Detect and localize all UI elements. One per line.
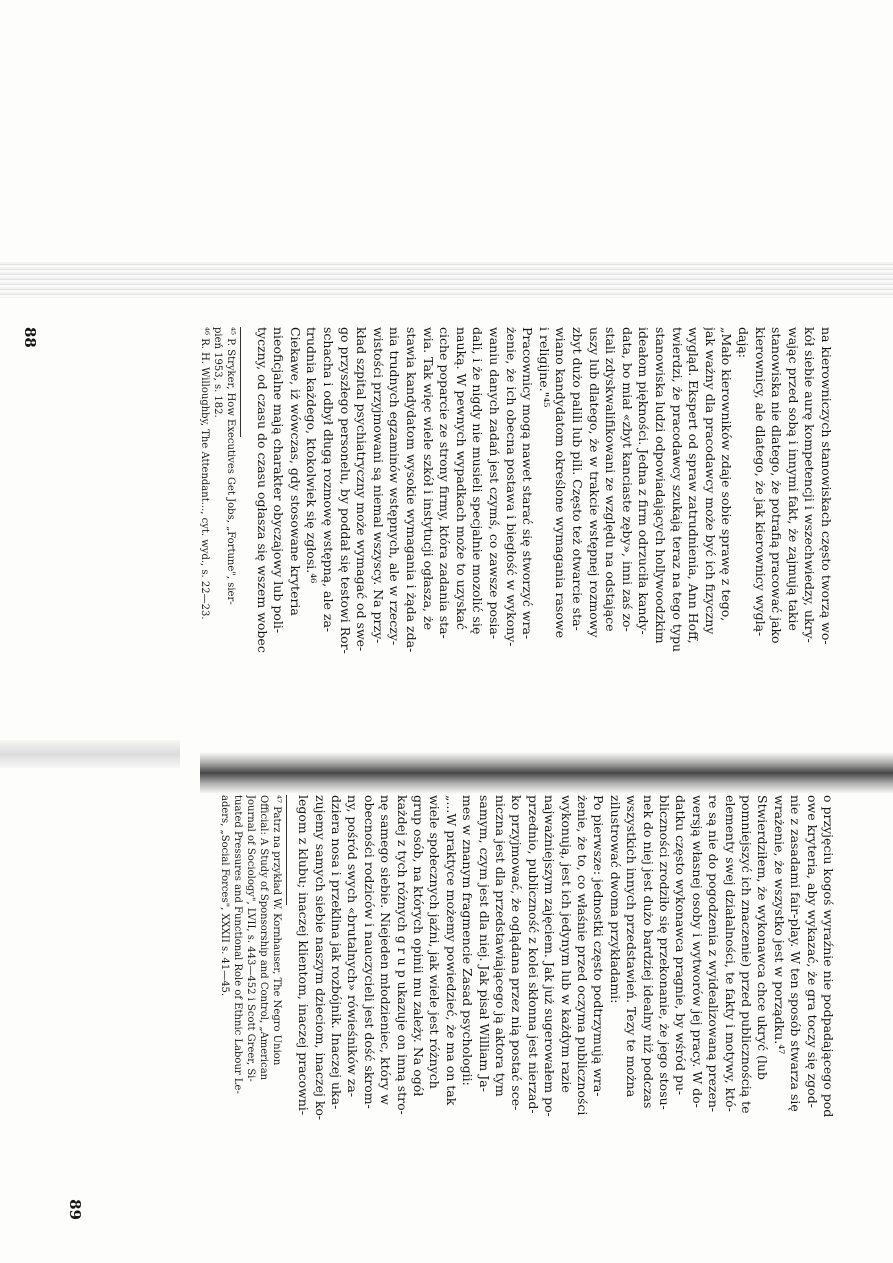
body-text-line: o przyjęciu kogoś wyraźnie nie podpadającego pod	[821, 795, 836, 1118]
book-gutter-shadow	[200, 752, 893, 794]
footnote-line: aders, „Social Forces", XXXII s. 41—45.	[218, 795, 230, 997]
body-text-line: waniu danych zadań jest czymś, co zawsze posia-	[487, 327, 502, 640]
body-text-line: obecności rodziców i nauczycieli jest dość skrom-	[361, 795, 377, 1109]
body-text-line: stanowiska ludzi odpowiadających hollywoodzkim	[653, 327, 668, 644]
body-text-line: wiele społecznych jaźni, jak wiele jest różnych	[427, 795, 443, 1089]
body-text-line: Pracownicy mogą nawet starać się stworzyć wra-	[520, 327, 536, 640]
footnote-line: pień 1953, s. 182.	[212, 327, 223, 418]
body-text-line: Po pierwsze: jednostki często podtrzymują wra-	[591, 795, 607, 1097]
body-text-line: „...W praktyce możemy powiedzieć, że ma on tak	[443, 795, 459, 1106]
body-text-line: datku często wykonawca pragnie, by wśród pu-	[673, 795, 689, 1096]
footnote-line: Official: A Study of Sponsorship and Control, „American	[257, 795, 269, 1081]
body-text-line: żenie, że ich obecna postawa i biegłość w wykony-	[503, 327, 519, 647]
body-text-line: elementy swej działalności, te fakty i motywy, któ-	[722, 795, 738, 1112]
footnote-line: ⁴⁷ Patrz na przykład W. Kornhauser, The Negro Union	[270, 795, 282, 1066]
body-text-line: zujemy samych siebie naszym dzieciom, inaczej ko-	[312, 795, 328, 1121]
footnote-rule	[286, 795, 287, 905]
body-text-line: pomniejszyć ich znaczenie) przed publicznością te	[739, 795, 754, 1114]
body-text-line: kierownicy, ale dlatego, że jak kierownicy wyglą-	[752, 327, 768, 637]
body-text-line: schacha i odbył długą rozmowę wstępną, ale za-	[321, 327, 336, 633]
body-text-line: re są nie do pogodzenia z wyidealizowaną prezen-	[706, 795, 722, 1113]
body-text-line: nie z zasadami fair-play. W ten sposób stwarza się	[788, 795, 804, 1112]
body-text-line: stawia kandydatom wysokie wymagania i żąda zda-	[404, 327, 419, 653]
body-text-line: bliczności zrodziło się przekonanie, że jego stosu-	[657, 795, 672, 1110]
body-text-line: kład szpital psychiatryczny może wymagać od swe-	[354, 327, 370, 652]
body-text-line: wając przed sobą i innymi fakt, że zajmują takie	[785, 327, 801, 631]
body-text-line: wrażenie, że wszystko jest w porządku.⁴⁷	[771, 795, 787, 1055]
body-text-line: zilustrować dwoma przykładami:	[607, 795, 623, 1004]
body-text-line: kół siebie aurę kompetencji i wszechwiedzy, ukry-	[802, 327, 818, 643]
body-text-line: i religijne."⁴⁵	[536, 327, 552, 408]
body-text-line: dali, i że nigdy nie musieli specjalnie mozolić się	[470, 327, 486, 635]
body-text-line: trudnia każdego, ktokolwiek się zgłosi.⁴⁶	[304, 327, 320, 584]
footnote-line: ⁴⁵ P. Stryker, How Executives Get Jobs, „Fortune", sier-	[225, 327, 236, 605]
body-text-line: tyczny, od czasu do czasu ogłasza się wszem wobec	[254, 327, 270, 653]
body-text-line: nia trudnych egzaminów wstępnych, ale w rzeczy-	[387, 327, 403, 646]
body-text-line: mes w znanym fragmencie Zasad psychologii:	[460, 795, 476, 1086]
footnote-rule	[240, 327, 241, 437]
body-text-line: nieoficjalne mają charakter obyczajowy lub poli-	[271, 327, 287, 634]
body-text-line: wia. Tak więc wiele szkół i instytucji ogłasza, że	[420, 327, 436, 630]
page-number: 88	[21, 327, 39, 348]
footnote-line: Journal of Sociology", LVII, s. 443—452 i Scott Greer, Si-	[244, 795, 256, 1082]
body-text-line: legom z klubu; inaczej klientom, inaczej pracowni-	[296, 795, 312, 1116]
body-text-line: każdej z tych różnych g r u p ukazuje on inną stro-	[394, 795, 410, 1115]
body-text-line: jak ważny dla pracodawcy może być ich fizyczny	[702, 327, 718, 635]
body-text-line: „Mało kierowników zdaje sobie sprawę z tego,	[719, 327, 735, 622]
body-text-line: żenie, że to, co właśnie przed oczyma publiczności	[575, 795, 590, 1116]
footnote-line: tuated Pressures and Functional Role of Ethnic Labour Le-	[231, 795, 243, 1094]
body-text-line: wistości przyjmowani są niemal wszyscy. Na przy-	[370, 327, 386, 644]
body-text-line: dziera nosa i przeklina jak rozbójnik. Inaczej uka-	[329, 795, 344, 1110]
footnote-line: ⁴⁶ R. H. Willoughby, The Attendant..., cyt. wyd., s. 22—23.	[199, 327, 210, 620]
body-text-line: wersją własnej osoby i wytworów jej pracy. W do-	[689, 795, 705, 1108]
page-number: 89	[66, 1199, 84, 1220]
scan-edge-band	[0, 262, 893, 298]
body-text-line: grup osób, na których opinii mu zależy. Na ogół	[411, 795, 426, 1097]
body-text-line: stali zdyskwalifikowani ze względu na odstające	[603, 327, 619, 632]
body-text-line: stanowiska nie dlatego, że potrafią pracować jako	[769, 327, 785, 644]
body-text-line: nę samego siebie. Niejeden młodzieniec, który w	[378, 795, 394, 1105]
body-text-line: na kierowniczych stanowiskach często tworzą wo-	[819, 327, 834, 645]
body-text-line: ideałom piękności. Jedna z firm odrzuciła kandy-	[636, 327, 652, 635]
body-text-line: nek do niej jest dużo bardziej idealny niż podczas	[640, 795, 656, 1109]
body-text-line: niczna jest dla przedstawiającego ją aktora tym	[493, 795, 508, 1097]
body-text-line: Ciekawe, iż wówczas, gdy stosowane kryteria	[287, 327, 303, 616]
body-text-line: wygląd. Ekspert od spraw zatrudnienia, Ann Hoff,	[686, 327, 702, 644]
body-text-line: twierdzi, że pracodawcy szukają teraz na tego typu	[669, 327, 685, 653]
body-text-line: data, bo miał «zbyt kanciaste zęby», inni zaś zo-	[619, 327, 635, 632]
body-text-line: wszystkich innych przedstawień. Tezy te można	[624, 795, 640, 1098]
page-89	[56, 795, 836, 1220]
body-text-line: zbyt dużo palili lub pili. Często też otwarcie sta-	[570, 327, 585, 631]
body-text-line: ko przyjmować, że oglądana przez nią postać sce-	[509, 795, 525, 1111]
body-text-line: dają:	[736, 327, 751, 358]
body-text-line: wykonują, jest ich jedynym lub w każdym razie	[558, 795, 574, 1093]
body-text-line: go przyszłego personelu, by poddał się testowi Ror-	[337, 327, 353, 654]
body-text-line: nauką. W pewnych wypadkach może to uzyskać	[453, 327, 469, 630]
body-text-line: ciche poparcie ze strony firmy, która zadania sta-	[437, 327, 453, 639]
body-text-line: przednio, publiczność z kolei skłonna jest nierzad-	[525, 795, 541, 1114]
body-text-line: owe kryteria, aby wykazać, że gra toczy się zgod-	[804, 795, 820, 1108]
body-text-line: wiano kandydatom określone wymagania rasowe	[553, 327, 569, 638]
body-text-line: Stwierdziłem, że wykonawca chce ukryć (lub	[755, 795, 771, 1080]
body-text-line: ny, pośród swych «brutalnych» rówieśników za-	[345, 795, 361, 1098]
body-text-line: najważniejszym zajęciem. Jak już sugerowałem po-	[542, 795, 558, 1117]
body-text-line: samym, czym jest dla niej. Jak pisał William Ja-	[476, 795, 492, 1092]
body-text-line: uszy lub dlatego, że w trakcie wstępnej rozmowy	[586, 327, 602, 638]
page-88	[8, 327, 834, 752]
